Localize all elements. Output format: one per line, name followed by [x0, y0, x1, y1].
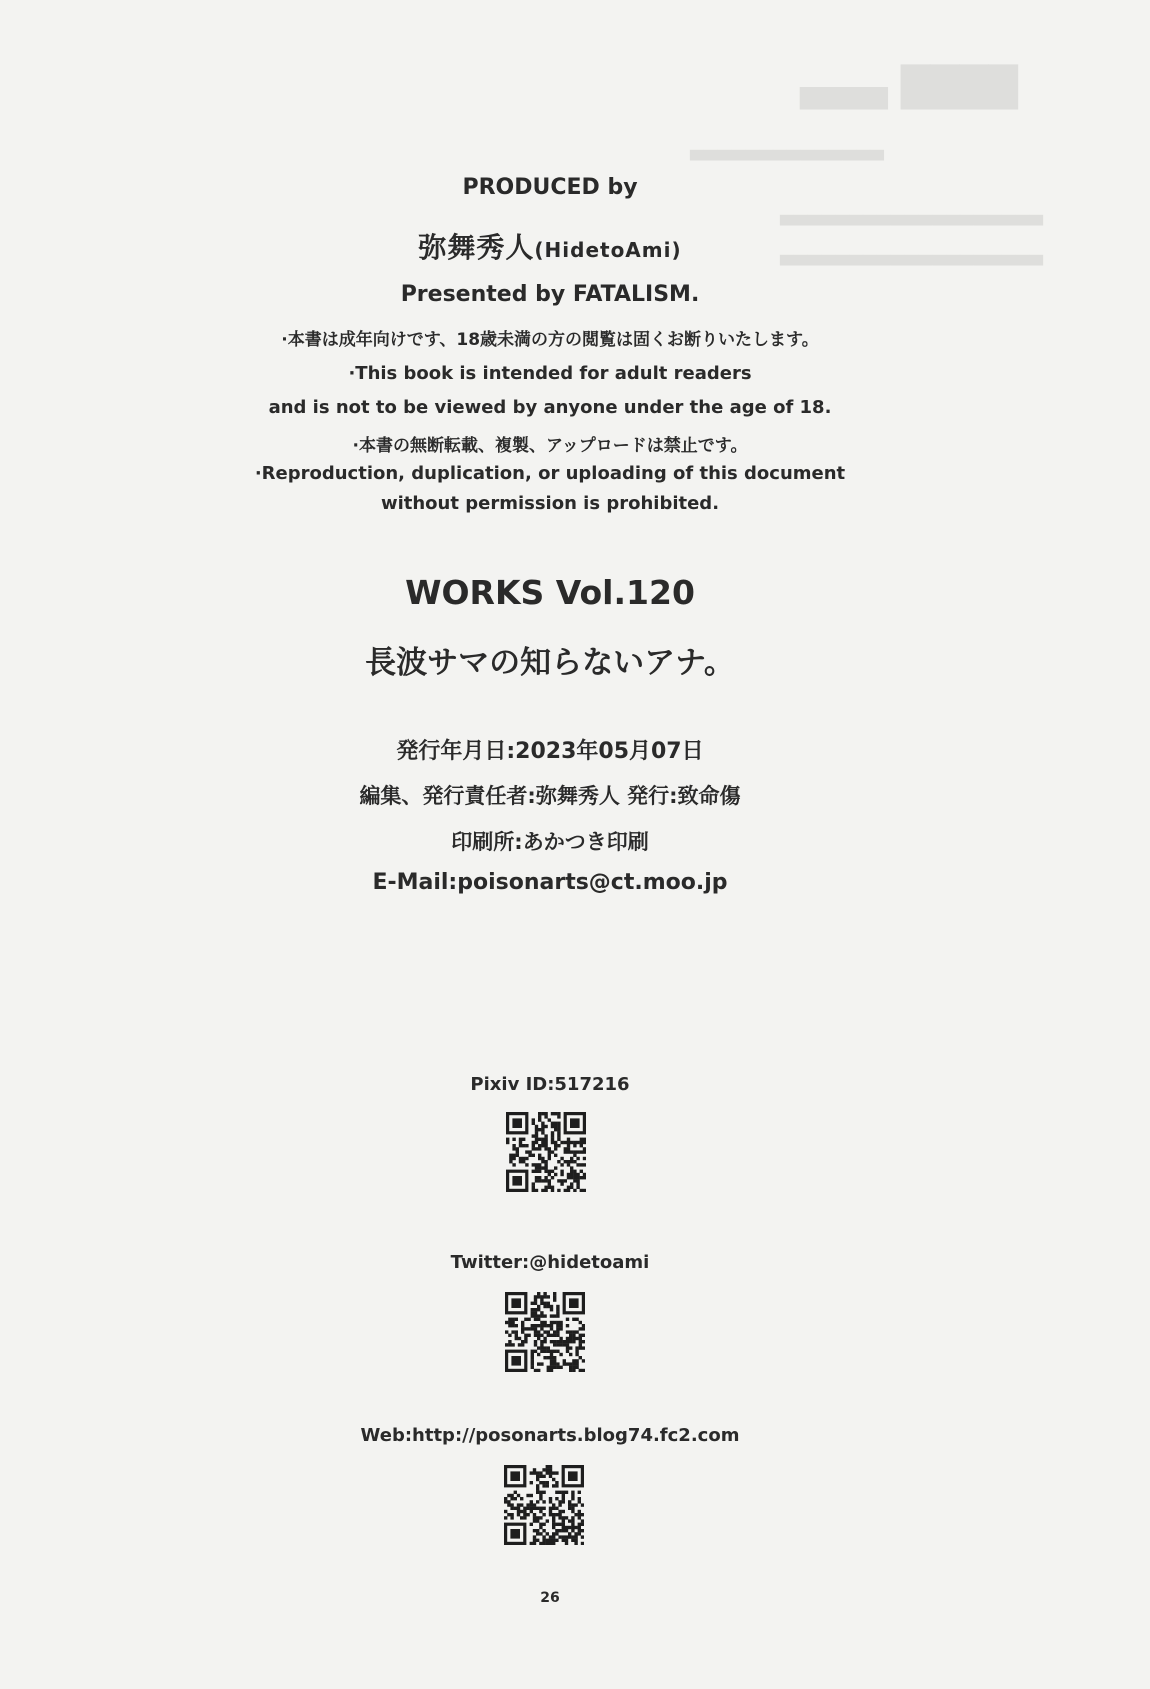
- web-qr-code[interactable]: [504, 1465, 584, 1545]
- works-title: 長波サマの知らないアナ。: [365, 645, 735, 681]
- pixiv-id: Pixiv ID:517216: [470, 1074, 630, 1095]
- copy-notice-jp: ·本書の無断転載、複製、アップロードは禁止です。: [352, 436, 748, 456]
- producer-name-romaji: (HidetoAmi): [534, 238, 682, 262]
- show-through-text: ████ ▄▄▄: [800, 65, 1018, 109]
- page-number: 26: [540, 1590, 560, 1606]
- adult-notice-en-2: and is not to be viewed by anyone under the age of 18.: [268, 397, 832, 418]
- twitter-qr-code[interactable]: [505, 1292, 585, 1372]
- adult-notice-en-1: ·This book is intended for adult readers: [348, 363, 752, 384]
- copy-notice-en-1: ·Reproduction, duplication, or uploading of this document: [254, 463, 846, 484]
- works-volume: WORKS Vol.120: [405, 573, 695, 612]
- qr-pattern: [505, 1292, 585, 1372]
- qr-pattern: [504, 1465, 584, 1545]
- copy-notice-en-2: without permission is prohibited.: [380, 493, 720, 514]
- adult-notice-jp: ·本書は成年向けです、18歳未満の方の閲覧は固くお断りいたします。: [281, 330, 819, 350]
- show-through-text: ▄▄▄▄▄▄▄▄▄▄▄▄▄▄: [690, 140, 884, 161]
- producer-name: [0, 226, 1100, 266]
- show-through-text: ▄▄▄▄▄▄▄▄▄▄▄▄▄▄▄▄▄▄▄: [780, 245, 1044, 266]
- produced-by-label: PRODUCED by: [462, 175, 638, 200]
- presented-by: Presented by FATALISM.: [400, 282, 700, 307]
- printer: 印刷所:あかつき印刷: [451, 830, 649, 854]
- qr-pattern: [506, 1112, 586, 1192]
- editor-publisher: 編集、発行責任者:弥舞秀人 発行:致命傷: [359, 784, 741, 808]
- twitter-handle: Twitter:@hidetoami: [450, 1252, 650, 1273]
- web-url: Web:http://posonarts.blog74.fc2.com: [360, 1425, 740, 1446]
- producer-name-jp: 弥舞秀人: [418, 231, 535, 264]
- email: E-Mail:poisonarts@ct.moo.jp: [372, 870, 728, 895]
- show-through-text: ▄▄▄▄▄▄▄▄▄▄▄▄▄▄▄▄▄▄▄: [780, 205, 1044, 226]
- publish-date: 発行年月日:2023年05月07日: [396, 739, 704, 764]
- pixiv-qr-code[interactable]: [506, 1112, 586, 1192]
